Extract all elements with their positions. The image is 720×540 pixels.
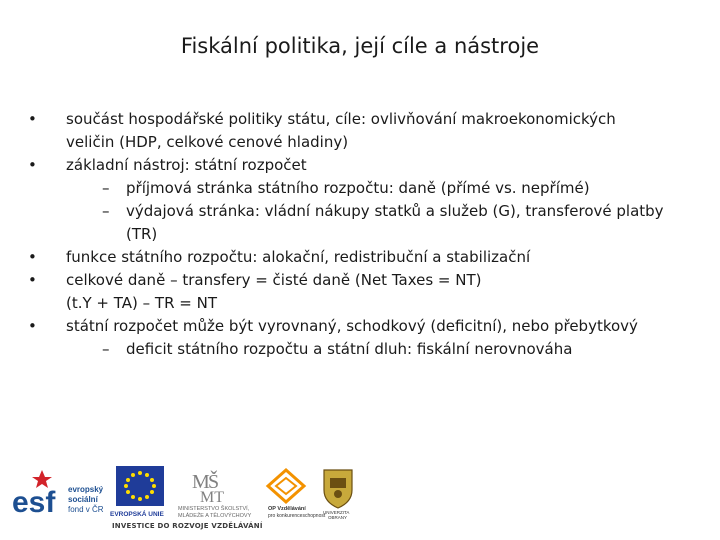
bullet-icon: • [28,271,37,289]
list-item [28,315,698,338]
msmt-caption-1: MINISTERSTVO ŠKOLSTVÍ, [178,506,250,512]
university-crest-logo [316,466,360,520]
list-item-text: státní rozpočet může být vyrovnaný, schodkový (deficitní), nebo přebytkový [66,317,638,335]
list-item-text: celkové daně – transfery = čisté daně (Net Taxes = NT) [66,271,482,289]
list-item-continuation: (t.Y + TA) – TR = NT [66,294,217,312]
logo-banner [0,462,720,540]
list-item-text: základní nástroj: státní rozpočet [66,156,307,174]
list-item-text: příjmová stránka státního rozpočtu: daně (přímé vs. nepřímé) [126,179,590,197]
eu-caption: EVROPSKÁ UNIE [110,511,164,518]
slide-title: Fiskální politika, její cíle a nástroje [180,34,540,58]
dash-icon: – [102,202,110,220]
esf-wordmark: esf [12,486,56,519]
esf-caption-3: fond v ČR [68,505,104,514]
msmt-logo [172,466,264,520]
univ-caption-1: UNIVERZITA [323,510,350,515]
op-caption-1: OP Vzdělávání [268,506,306,512]
sub-list-item [28,177,698,200]
list-item-text: deficit státního rozpočtu a státní dluh: fiskální nerovnováha [126,340,573,358]
list-item-continuation: veličin (HDP, celkové cenové hladiny) [66,133,349,151]
list-item-text: výdajová stránka: vládní nákupy statků a služeb (G), transferové platby [126,202,664,220]
bullet-icon: • [28,248,37,266]
esf-caption-2: sociální [68,495,98,504]
list-item-text: součást hospodářské politiky státu, cíle: ovlivňování makroekonomických [66,110,616,128]
eu-logo [110,466,170,520]
sub-list-item [28,200,698,246]
esf-logo [12,468,112,520]
dash-icon: – [102,340,110,358]
list-item [28,269,698,315]
list-item [28,108,698,154]
svg-text:M: M [192,471,210,493]
univ-caption-2: OBRANY [328,515,348,520]
msmt-caption-2: MLÁDEŽE A TĚLOVÝCHOVY [178,513,252,519]
svg-text:Š: Š [208,471,220,493]
investice-tagline: INVESTICE DO ROZVOJE VZDĚLÁVÁNÍ [112,522,263,530]
list-item-text: funkce státního rozpočtu: alokační, redistribuční a stabilizační [66,248,531,266]
list-item [28,154,698,177]
bullet-list [28,108,698,361]
dash-icon: – [102,179,110,197]
op-caption-2: pro konkurenceschopnost [268,513,326,519]
bullet-icon: • [28,156,37,174]
svg-text:MT: MT [200,489,224,506]
list-item [28,246,698,269]
list-item-continuation: (TR) [126,225,158,243]
bullet-icon: • [28,317,37,335]
sub-list-item [28,338,698,361]
esf-caption-1: evropský [68,485,104,494]
bullet-icon: • [28,110,37,128]
